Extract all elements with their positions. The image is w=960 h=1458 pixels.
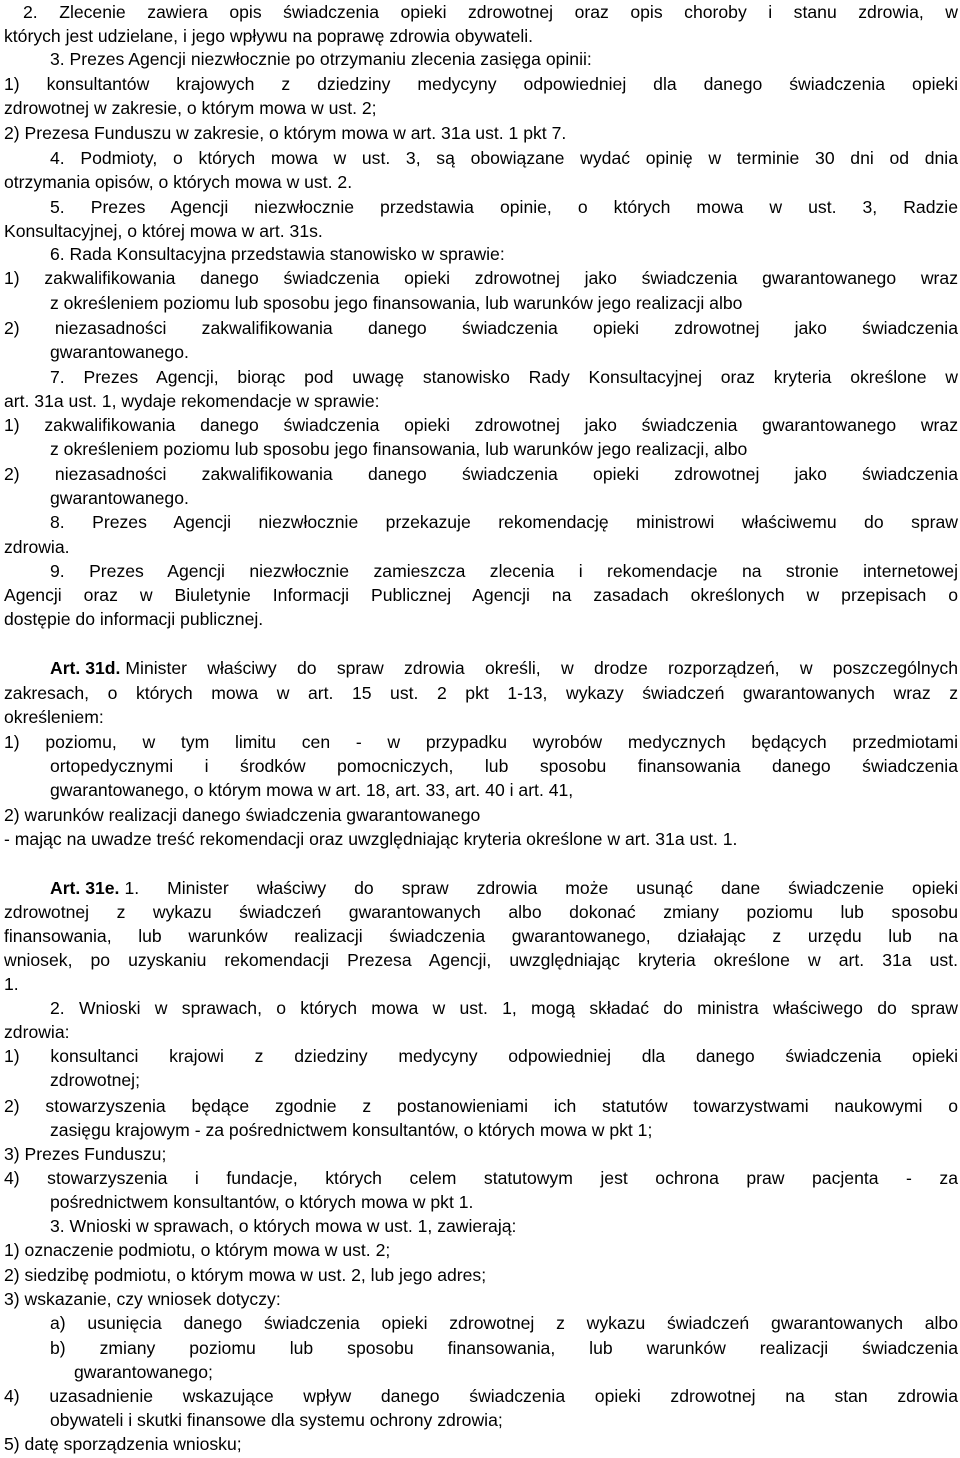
text-line: Agencji oraz w Biuletynie Informacji Publicznej Agencji na zasadach określonych w przepisach o [4,585,958,605]
article-label: Art. 31e. [50,878,120,898]
text-line: 3. Wnioski w sprawach, o których mowa w ust. 1, zawierają: [50,1216,517,1236]
text-line: 6. Rada Konsultacyjna przedstawia stanowisko w sprawie: [50,244,505,264]
text-line: 3) wskazanie, czy wniosek dotyczy: [4,1289,281,1309]
text-line: 2) stowarzyszenia będące zgodnie z postanowieniami ich statutów towarzystwami naukowymi o [4,1096,958,1116]
text-line: 2) warunków realizacji danego świadczenia gwarantowanego [4,805,481,825]
article-31d-first-line [50,656,958,680]
article-label: Art. 31d. [50,658,121,678]
text-line: 9. Prezes Agencji niezwłocznie zamieszcza zlecenia i rekomendacje na stronie internetowej [50,561,958,581]
text-line: 5) datę sporządzenia wniosku; [4,1434,242,1454]
text-line: 1. Minister właściwy do spraw zdrowia może usunąć dane świadczenie opieki [124,878,958,898]
text-line: zakresach, o których mowa w art. 15 ust. 2 pkt 1-13, wykazy świadczeń gwarantowanych wraz z [4,683,958,703]
text-line: gwarantowanego, o którym mowa w art. 18, art. 33, art. 40 i art. 41, [50,780,574,800]
text-line: 8. Prezes Agencji niezwłocznie przekazuje rekomendację ministrowi właściwemu do spraw [50,512,958,532]
text-line: 2) Prezesa Funduszu w zakresie, o którym mowa w art. 31a ust. 1 pkt 7. [4,123,567,143]
text-line: zdrowotnej z wykazu świadczeń gwarantowanych albo dokonać zmiany poziomu lub sposobu [4,902,958,922]
text-line: 1) zakwalifikowania danego świadczenia opieki zdrowotnej jako świadczenia gwarantowanego wraz [4,268,958,288]
text-line: 2. Wnioski w sprawach, o których mowa w ust. 1, mogą składać do ministra właściwego do spraw [50,998,958,1018]
text-line: 1) zakwalifikowania danego świadczenia opieki zdrowotnej jako świadczenia gwarantowanego wraz [4,415,958,435]
text-line: 1. [4,974,19,994]
text-line: z określeniem poziomu lub sposobu jego finansowania, lub warunków jego realizacji, albo [50,439,748,459]
text-line: 3) Prezes Funduszu; [4,1144,167,1164]
text-line: - mając na uwadze treść rekomendacji oraz uwzględniając kryteria określone w art. 31a ust. 1. [4,829,738,849]
text-line: zasięgu krajowym - za pośrednictwem konsultantów, o których mowa w pkt 1; [50,1120,653,1140]
text-line: zdrowia. [4,537,70,557]
text-line: 2. Zlecenie zawiera opis świadczenia opieki zdrowotnej oraz opis choroby i stanu zdrowia, w [23,2,958,22]
text-line: 1) poziomu, w tym limitu cen - w przypadku wyrobów medycznych będących przedmiotami [4,732,958,752]
text-line: określeniem: [4,707,104,727]
text-line: gwarantowanego; [74,1362,213,1382]
text-line: 1) konsultantów krajowych z dziedziny medycyny odpowiedniej dla danego świadczenia opieki [4,74,958,94]
text-line: Minister właściwy do spraw zdrowia określi, w drodze rozporządzeń, w poszczególnych [125,658,958,678]
text-line: dostępie do informacji publicznej. [4,609,264,629]
text-line: otrzymania opisów, o których mowa w ust. 2. [4,172,353,192]
text-line: zdrowia: [4,1022,70,1042]
text-line: 1) oznaczenie podmiotu, o którym mowa w ust. 2; [4,1240,391,1260]
text-line: finansowania, lub warunków realizacji świadczenia gwarantowanego, działając z urzędu lub na [4,926,958,946]
text-line: a) usunięcia danego świadczenia opieki zdrowotnej z wykazu świadczeń gwarantowanych albo [50,1313,958,1333]
text-line: z określeniem poziomu lub sposobu jego finansowania, lub warunków jego realizacji albo [50,293,743,313]
text-line: gwarantowanego. [50,488,189,508]
text-line: 2) niezasadności zakwalifikowania danego świadczenia opieki zdrowotnej jako świadczenia [4,318,958,338]
text-line: obywateli i skutki finansowe dla systemu ochrony zdrowia; [50,1410,503,1430]
text-line: gwarantowanego. [50,342,189,362]
text-line: 4) uzasadnienie wskazujące wpływ danego świadczenia opieki zdrowotnej na stan zdrowia [4,1386,958,1406]
text-line: 1) konsultanci krajowi z dziedziny medycyny odpowiedniej dla danego świadczenia opieki [4,1046,958,1066]
text-line: 4. Podmioty, o których mowa w ust. 3, są obowiązane wydać opinię w terminie 30 dni od dnia [50,148,958,168]
text-line: 2) niezasadności zakwalifikowania danego świadczenia opieki zdrowotnej jako świadczenia [4,464,958,484]
article-31e-first-line [50,876,958,900]
text-line: b) zmiany poziomu lub sposobu finansowania, lub warunków realizacji świadczenia [50,1338,958,1358]
text-line: wniosek, po uzyskaniu rekomendacji Prezesa Agencji, uwzględniając kryteria określone w art. 31a ust. [4,950,958,970]
text-line: 5. Prezes Agencji niezwłocznie przedstawia opinie, o których mowa w ust. 3, Radzie [50,197,958,217]
text-line: Konsultacyjnej, o której mowa w art. 31s. [4,221,323,241]
text-line: zdrowotnej; [50,1070,140,1090]
text-line: pośrednictwem konsultantów, o których mowa w pkt 1. [50,1192,474,1212]
text-line: art. 31a ust. 1, wydaje rekomendacje w sprawie: [4,391,380,411]
text-line: 2) siedzibę podmiotu, o którym mowa w ust. 2, lub jego adres; [4,1265,487,1285]
text-line: 3. Prezes Agencji niezwłocznie po otrzymaniu zlecenia zasięga opinii: [50,49,592,69]
text-line: zdrowotnej w zakresie, o którym mowa w ust. 2; [4,98,377,118]
text-line: których jest udzielane, i jego wpływu na poprawę zdrowia obywateli. [4,26,534,46]
text-line: 4) stowarzyszenia i fundacje, których celem statutowym jest ochrona praw pacjenta - za [4,1168,958,1188]
text-line: ortopedycznymi i środków pomocniczych, lub sposobu finansowania danego świadczenia [50,756,958,776]
text-line: 7. Prezes Agencji, biorąc pod uwagę stanowisko Rady Konsultacyjnej oraz kryteria określone w [50,367,958,387]
